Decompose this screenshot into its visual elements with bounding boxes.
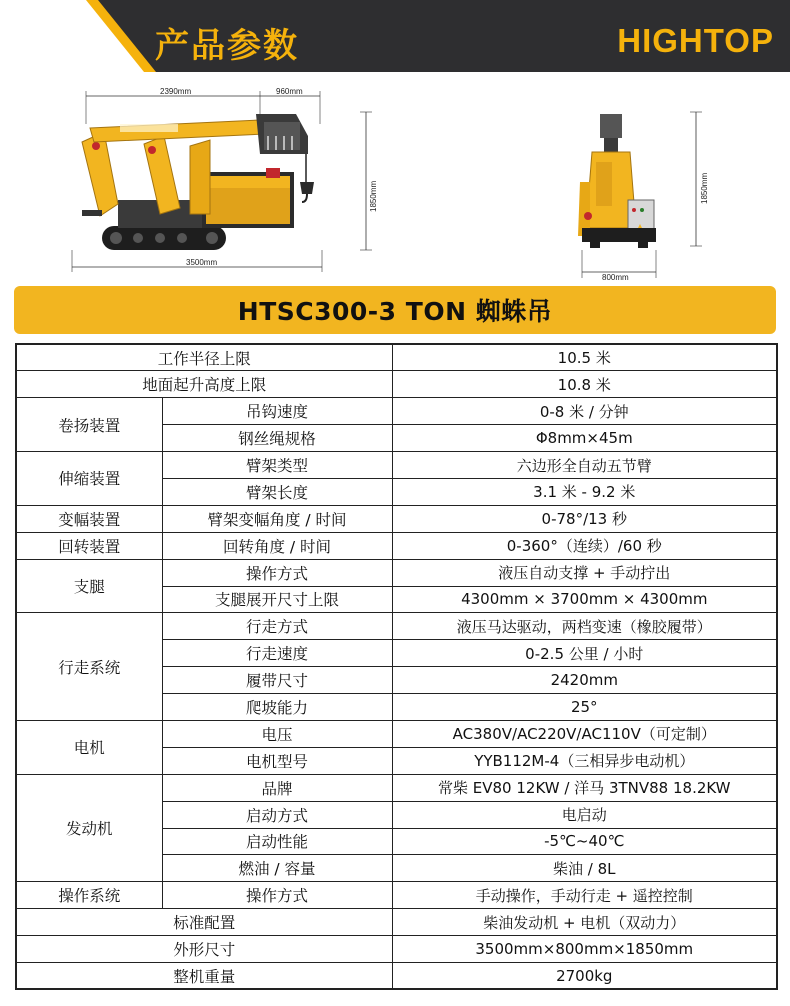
spec-label: 启动性能 xyxy=(162,828,392,855)
spec-value: Φ8mm×45m xyxy=(392,425,777,452)
spec-label: 爬坡能力 xyxy=(162,694,392,721)
spec-label: 臂架类型 xyxy=(162,452,392,479)
spec-row xyxy=(16,882,777,909)
spec-group: 回转装置 xyxy=(16,532,162,559)
spec-table xyxy=(15,343,778,990)
spec-value: 0-360°（连续）/60 秒 xyxy=(392,532,777,559)
spec-label: 外形尺寸 xyxy=(16,936,392,963)
spec-label: 品牌 xyxy=(162,774,392,801)
spec-label: 整机重量 xyxy=(16,962,392,989)
brand-logo: HIGHTOP xyxy=(617,22,774,59)
side-view-drawing xyxy=(60,84,390,276)
spec-label: 臂架变幅角度 / 时间 xyxy=(162,505,392,532)
dim-label-2390: 2390mm xyxy=(160,87,192,96)
model-title: HTSC300-3 TON 蜘蛛吊 xyxy=(237,297,553,326)
spec-value: 柴油 / 8L xyxy=(392,855,777,882)
spec-row xyxy=(16,398,777,425)
spec-row xyxy=(16,613,777,640)
spec-value: 3500mm×800mm×1850mm xyxy=(392,936,777,963)
spec-value: 25° xyxy=(392,694,777,721)
spec-value: 手动操作，手动行走 + 遥控控制 xyxy=(392,882,777,909)
spec-group: 变幅装置 xyxy=(16,505,162,532)
spec-group: 支腿 xyxy=(16,559,162,613)
spec-row xyxy=(16,962,777,989)
spec-value: 液压马达驱动，两档变速（橡胶履带） xyxy=(392,613,777,640)
spec-label: 工作半径上限 xyxy=(16,344,392,371)
spec-label: 操作方式 xyxy=(162,559,392,586)
spec-label: 启动方式 xyxy=(162,801,392,828)
spec-label: 电机型号 xyxy=(162,747,392,774)
spec-row xyxy=(16,344,777,371)
spec-group: 操作系统 xyxy=(16,882,162,909)
spec-label: 履带尺寸 xyxy=(162,667,392,694)
spec-label: 吊钩速度 xyxy=(162,398,392,425)
spec-label: 支腿展开尺寸上限 xyxy=(162,586,392,613)
spec-value: 六边形全自动五节臂 xyxy=(392,452,777,479)
spec-label: 钢丝绳规格 xyxy=(162,425,392,452)
dim-label-height: 1850mm xyxy=(369,180,378,212)
spec-row xyxy=(16,720,777,747)
spec-label: 标准配置 xyxy=(16,909,392,936)
spec-value: 0-78°/13 秒 xyxy=(392,505,777,532)
spec-row xyxy=(16,936,777,963)
spec-group: 伸缩装置 xyxy=(16,452,162,506)
spec-label: 臂架长度 xyxy=(162,478,392,505)
spec-row xyxy=(16,371,777,398)
spec-group: 发动机 xyxy=(16,774,162,882)
spec-group: 行走系统 xyxy=(16,613,162,721)
spec-label: 电压 xyxy=(162,720,392,747)
spec-value: 10.5 米 xyxy=(392,344,777,371)
spec-value: 3.1 米 - 9.2 米 xyxy=(392,478,777,505)
model-banner xyxy=(14,286,776,334)
header-bar xyxy=(0,0,790,78)
spec-value: 常柴 EV80 12KW / 洋马 3TNV88 18.2KW xyxy=(392,774,777,801)
spec-label: 操作方式 xyxy=(162,882,392,909)
spec-value: 2420mm xyxy=(392,667,777,694)
spec-label: 地面起升高度上限 xyxy=(16,371,392,398)
spec-value: AC380V/AC220V/AC110V（可定制） xyxy=(392,720,777,747)
spec-value: 0-2.5 公里 / 小时 xyxy=(392,640,777,667)
spec-row xyxy=(16,505,777,532)
spec-group: 电机 xyxy=(16,720,162,774)
dim-label-3500: 3500mm xyxy=(186,258,218,267)
spec-value: -5℃~40℃ xyxy=(392,828,777,855)
spec-row xyxy=(16,452,777,479)
spec-row xyxy=(16,559,777,586)
spec-value: 4300mm × 3700mm × 4300mm xyxy=(392,586,777,613)
spec-group: 卷扬装置 xyxy=(16,398,162,452)
spec-value: 液压自动支撑 + 手动拧出 xyxy=(392,559,777,586)
dim-label-960: 960mm xyxy=(276,87,303,96)
spec-label: 回转角度 / 时间 xyxy=(162,532,392,559)
spec-label: 行走方式 xyxy=(162,613,392,640)
front-dim-label-800: 800mm xyxy=(602,273,629,282)
front-view-drawing xyxy=(574,100,724,284)
spec-value: 柴油发动机 + 电机（双动力） xyxy=(392,909,777,936)
front-dim-label-height: 1850mm xyxy=(700,172,709,204)
spec-value: 0-8 米 / 分钟 xyxy=(392,398,777,425)
spec-value: 电启动 xyxy=(392,801,777,828)
spec-row xyxy=(16,774,777,801)
spec-value: YYB112M-4（三相异步电动机） xyxy=(392,747,777,774)
spec-label: 燃油 / 容量 xyxy=(162,855,392,882)
spec-value: 10.8 米 xyxy=(392,371,777,398)
spec-label: 行走速度 xyxy=(162,640,392,667)
spec-value: 2700kg xyxy=(392,962,777,989)
spec-row xyxy=(16,532,777,559)
page-title: 产品参数 xyxy=(155,26,299,66)
spec-row xyxy=(16,909,777,936)
